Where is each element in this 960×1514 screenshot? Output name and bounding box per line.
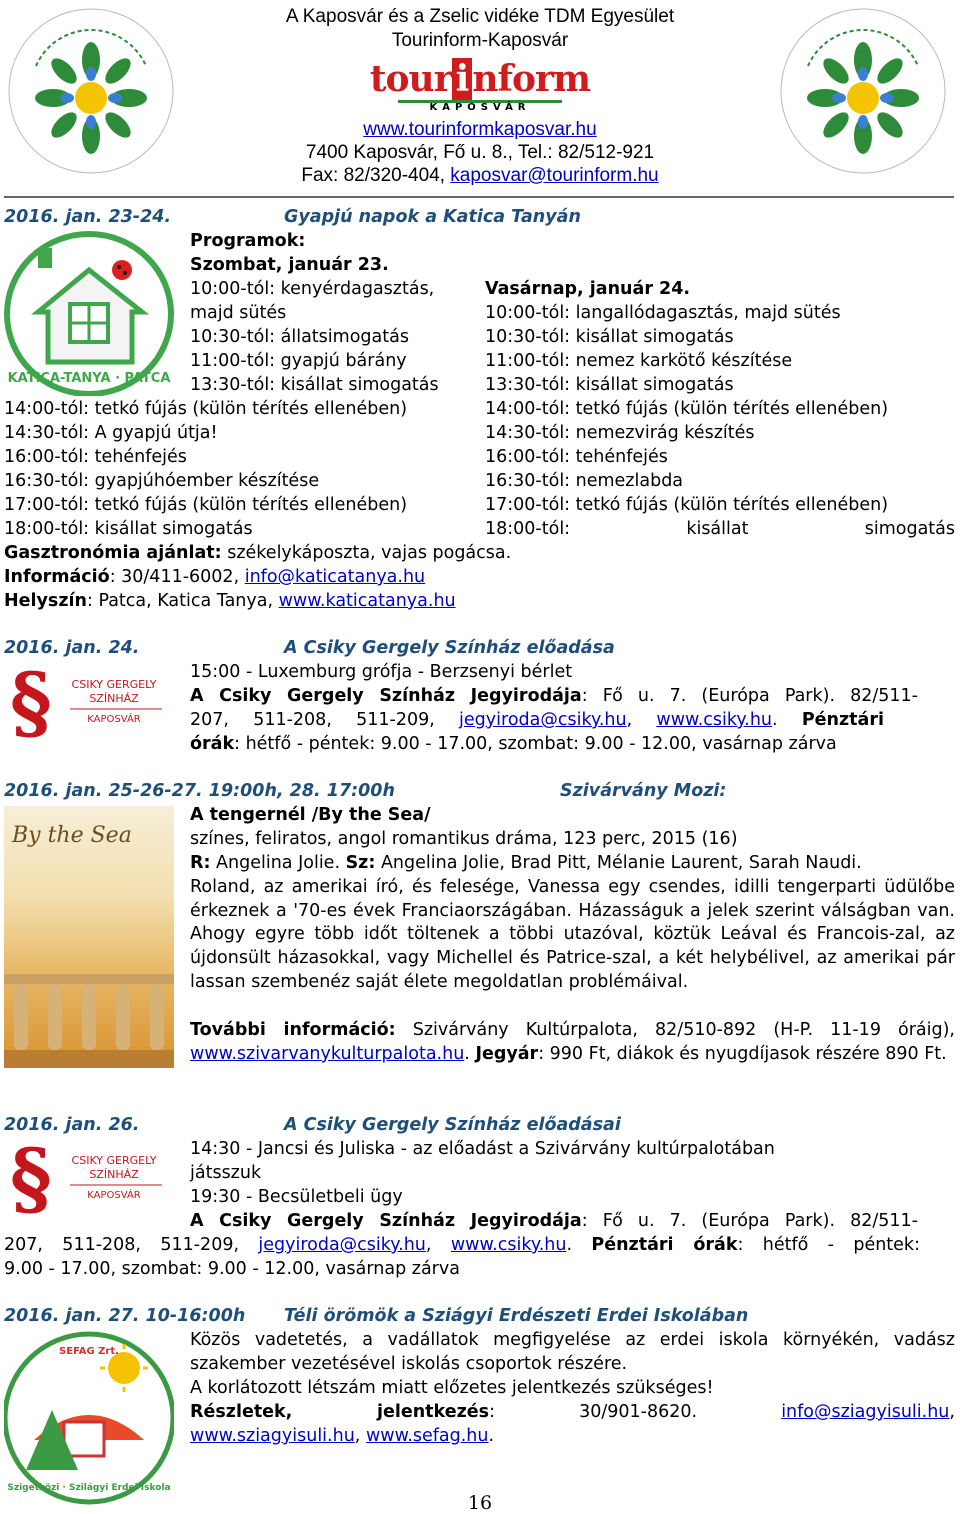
e2-box-line2: 207, 511-208, 511-209, jegyiroda@csiky.hu, www.csiky.hu. Pénztári xyxy=(190,710,884,730)
e4-box-line2: 207, 511-208, 511-209, jegyiroda@csiky.hu, www.csiky.hu. Pénztári órák: hétfő - péntek: xyxy=(4,1235,920,1255)
katica-email-link[interactable]: info@katicatanya.hu xyxy=(244,567,426,587)
e3-synopsis: Roland, az amerikai író, és felesége, Vanessa egy csendes, idilli tengerparti üdülőbe érkeznek a '70-es évek Franciaországában. Házasságuk a jelek szerint válságban van. Ahogy egyre több időt töltenek a többi utazóval, köztük Leával és Francois-zal, az újdonsült házasokkal, vagy Michellel és Patrice-szal, a két helybélivel, az amerikai pár lassan szembenéz saját élete megoldatlan problémáival. xyxy=(190,877,955,992)
e3-venue: Szivárvány Mozi: xyxy=(560,781,727,801)
katica-logo-text: KATICA-TANYA · PATCA xyxy=(7,371,171,386)
e2-hours: : hétfő - péntek: 9.00 - 17.00, szombat: 9.00 - 12.00, vasárnap zárva xyxy=(234,734,837,754)
e4-box-text1: : Fő u. 7. (Európa Park). 82/511- xyxy=(581,1211,918,1231)
sat-item: majd sütés xyxy=(190,303,287,323)
org-name: A Kaposvár és a Zselic vidéke TDM Egyesület xyxy=(285,6,675,27)
e4-box-label: A Csiky Gergely Színház Jegyirodája xyxy=(190,1211,582,1231)
e5-email-link[interactable]: info@sziagyisuli.hu xyxy=(781,1402,950,1422)
e2-title: A Csiky Gergely Színház előadása xyxy=(284,638,615,658)
sat-item: 10:00-tól: kenyérdagasztás, xyxy=(190,279,435,299)
sat-item: 16:00-tól: tehénfejés xyxy=(4,447,187,467)
place-label: Helyszín xyxy=(4,591,87,611)
sat-item: 13:30-tól: kisállat simogatás xyxy=(190,375,439,395)
info-label: Információ xyxy=(4,567,110,587)
page-number: 16 xyxy=(467,1492,493,1514)
sefag-logo-top: SEFAG Zrt. xyxy=(59,1346,119,1357)
theatre-logo-line2: SZÍNHÁZ xyxy=(89,1168,139,1181)
poster-title: By the Sea xyxy=(12,823,132,848)
e5-desc: Közös vadetetés, a vadállatok megfigyelése az erdei iskola környékén, vadász szakember vezetésével iskolás csoportok részére. xyxy=(190,1330,955,1374)
sat-item: 18:00-tól: kisállat simogatás xyxy=(4,519,253,539)
saturday-label: Szombat, január 23. xyxy=(190,255,389,275)
csiky-theatre-logo xyxy=(6,664,174,740)
e5-date: 2016. jan. 27. 10-16:00h xyxy=(4,1306,246,1326)
fax-line xyxy=(0,164,960,187)
e5-web-line: www.sziagyisuli.hu, www.sefag.hu. xyxy=(190,1426,495,1446)
info-text: : 30/411-6002, xyxy=(109,567,245,587)
e2-hours-line xyxy=(190,733,837,757)
gastro-text: székelykáposzta, vajas pogácsa. xyxy=(221,543,512,563)
sat-item: 10:30-tól: állatsimogatás xyxy=(190,327,409,347)
svg-text:§: § xyxy=(10,1140,52,1216)
movie-poster xyxy=(4,806,174,1068)
theatre-logo-line1: CSIKY GERGELY xyxy=(71,1154,157,1167)
address: 7400 Kaposvár, Fő u. 8., Tel.: 82/512-921 xyxy=(305,142,655,163)
sun-item: 13:30-tól: kisállat simogatás xyxy=(485,375,734,395)
sun-item: 10:00-tól: langallódagasztás, majd sütés xyxy=(485,303,841,323)
info-line xyxy=(4,566,425,590)
sefag-logo xyxy=(4,1330,174,1506)
sun-item: 17:00-tól: tetkó fújás (külön térítés ellenében) xyxy=(485,495,889,515)
more-text: Szivárvány Kultúrpalota, 82/510-892 (H-P. 11-19 óráig), xyxy=(395,1020,955,1040)
e4-hours-label: Pénztári órák xyxy=(591,1235,738,1255)
email-link[interactable]: kaposvar@tourinform.hu xyxy=(450,165,659,186)
programs-label: Programok: xyxy=(190,231,306,251)
e2-web-link[interactable]: www.csiky.hu xyxy=(656,710,773,730)
fax: Fax: 82/320-404, xyxy=(301,165,451,186)
e2-box-line1 xyxy=(190,685,918,709)
szivarvany-web-link[interactable]: www.szivarvanykulturpalota.hu xyxy=(190,1043,465,1064)
sefag-logo-bottom: Szigetközi · Szilágyi Erdei Iskola xyxy=(7,1483,171,1493)
e4-hours1: : hétfő - péntek: xyxy=(737,1235,920,1255)
e2-hours-label2: órák xyxy=(190,734,235,754)
sun-item: 18:00-tól: kisállat simogatás xyxy=(485,519,955,539)
logo-word-tour: tour xyxy=(369,58,452,100)
csiky-theatre-logo xyxy=(6,1140,174,1216)
e3-desc: színes, feliratos, angol romantikus dráma, 123 perc, 2015 (16) xyxy=(190,829,738,849)
dir-label: R: xyxy=(190,853,211,873)
theatre-logo-line3: KAPOSVÁR xyxy=(87,714,141,725)
sun-item: 16:00-tól: tehénfejés xyxy=(485,447,668,467)
katica-tanya-logo xyxy=(4,230,174,396)
sun-item: 14:00-tól: tetkó fújás (külön térítés ellenében) xyxy=(485,399,889,419)
sat-item: 16:30-tól: gyapjúhóember készítése xyxy=(4,471,320,491)
e4-show1b: játsszuk xyxy=(190,1163,262,1183)
sun-item: 16:30-tól: nemezlabda xyxy=(485,471,684,491)
sun-item: 11:00-tól: nemez karkötő készítése xyxy=(485,351,793,371)
logo-sub: KAPOSVÁR xyxy=(429,102,531,113)
theatre-logo-line3: KAPOSVÁR xyxy=(87,1190,141,1201)
e3-title: A tengernél /By the Sea/ xyxy=(190,805,431,825)
logo-word-nform: nform xyxy=(472,58,591,100)
sun-item: 14:30-tól: nemezvirág készítés xyxy=(485,423,755,443)
sat-item: 17:00-tól: tetkó fújás (külön térítés ellenében) xyxy=(4,495,408,515)
sun-item: 10:30-tól: kisállat simogatás xyxy=(485,327,734,347)
e2-box-label: A Csiky Gergely Színház Jegyirodája xyxy=(190,686,582,706)
e2-show: 15:00 - Luxemburg grófja - Berzsenyi bérlet xyxy=(190,662,573,682)
e4-box-text2: 207, 511-208, 511-209, xyxy=(4,1235,259,1255)
place-text: : Patca, Katica Tanya, xyxy=(86,591,279,611)
katica-web-link[interactable]: www.katicatanya.hu xyxy=(278,591,456,611)
e3-date: 2016. jan. 25-26-27. 19:00h, 28. 17:00h xyxy=(4,781,395,801)
cast: Angelina Jolie, Brad Pitt, Mélanie Laurent, Sarah Naudi. xyxy=(375,853,862,873)
more-label: További információ: xyxy=(190,1020,396,1040)
e4-show2: 19:30 - Becsületbeli ügy xyxy=(190,1187,403,1207)
svg-text:§: § xyxy=(10,664,52,740)
e5-details: : 30/901-8620. xyxy=(489,1402,698,1422)
e4-web-link[interactable]: www.csiky.hu xyxy=(450,1235,567,1255)
ticket-text: : 990 Ft, diákok és nyugdíjasok részére 890 Ft. xyxy=(538,1043,947,1064)
e5-web-link2[interactable]: www.sefag.hu xyxy=(365,1426,489,1446)
sat-item: 14:30-tól: A gyapjú útja! xyxy=(4,423,218,443)
e3-more-info: További információ: Szivárvány Kultúrpalota, 82/510-892 (H-P. 11-19 óráig), www.szivarvanykulturpalota.hu. Jegyár: 990 Ft, diákok és nyugdíjasok részére 890 Ft. xyxy=(190,1020,955,1064)
e5-title: Téli örömök a Sziágyi Erdészeti Erdei Iskolában xyxy=(284,1306,749,1326)
e4-hours2: 9.00 - 17.00, szombat: 9.00 - 12.00, vasárnap zárva xyxy=(4,1259,460,1279)
e5-web-link1[interactable]: www.sziagyisuli.hu xyxy=(190,1426,355,1446)
dir: Angelina Jolie. xyxy=(210,853,346,873)
e2-date: 2016. jan. 24. xyxy=(4,638,140,658)
theatre-logo-line2: SZÍNHÁZ xyxy=(89,692,139,705)
gastro-line xyxy=(4,542,511,566)
e4-date: 2016. jan. 26. xyxy=(4,1115,140,1135)
e5-note: A korlátozott létszám miatt előzetes jelentkezés szükséges! xyxy=(190,1378,714,1398)
cast-label: Sz: xyxy=(345,853,376,873)
website-link[interactable]: www.tourinformkaposvar.hu xyxy=(363,119,597,140)
theatre-logo-line1: CSIKY GERGELY xyxy=(71,678,157,691)
ticket-label: Jegyár xyxy=(475,1043,539,1064)
e5-details-line: Részletek, jelentkezés: 30/901-8620. info@sziagyisuli.hu, xyxy=(190,1402,955,1422)
tourinform-logo xyxy=(368,58,592,116)
e4-title: A Csiky Gergely Színház előadásai xyxy=(284,1115,621,1135)
e2-box-text1: : Fő u. 7. (Európa Park). 82/511- xyxy=(581,686,918,706)
logo-i: i xyxy=(452,58,473,100)
e2-email-link[interactable]: jegyiroda@csiky.hu xyxy=(459,710,627,730)
separator xyxy=(4,196,954,198)
sunday-label: Vasárnap, január 24. xyxy=(485,279,691,299)
e2-hours-label1: Pénztári xyxy=(801,710,884,730)
office-name: Tourinform-Kaposvár xyxy=(391,30,569,51)
gastro-label: Gasztronómia ajánlat: xyxy=(4,543,222,563)
e4-show1a: 14:30 - Jancsi és Juliska - az előadást a Szivárvány kultúrpalotában xyxy=(190,1139,775,1159)
sat-item: 11:00-tól: gyapjú bárány xyxy=(190,351,407,371)
e4-email-link[interactable]: jegyiroda@csiky.hu xyxy=(258,1235,426,1255)
e2-box-text2: 207, 511-208, 511-209, xyxy=(190,710,460,730)
e1-title: Gyapjú napok a Katica Tanyán xyxy=(284,207,581,227)
e4-box-line1 xyxy=(190,1210,918,1234)
sat-item: 14:00-tól: tetkó fújás (külön térítés ellenében) xyxy=(4,399,408,419)
place-line xyxy=(4,590,456,614)
e3-credits xyxy=(190,852,862,876)
e1-date: 2016. jan. 23-24. xyxy=(4,207,172,227)
e5-details-label: Részletek, jelentkezés xyxy=(190,1402,490,1422)
